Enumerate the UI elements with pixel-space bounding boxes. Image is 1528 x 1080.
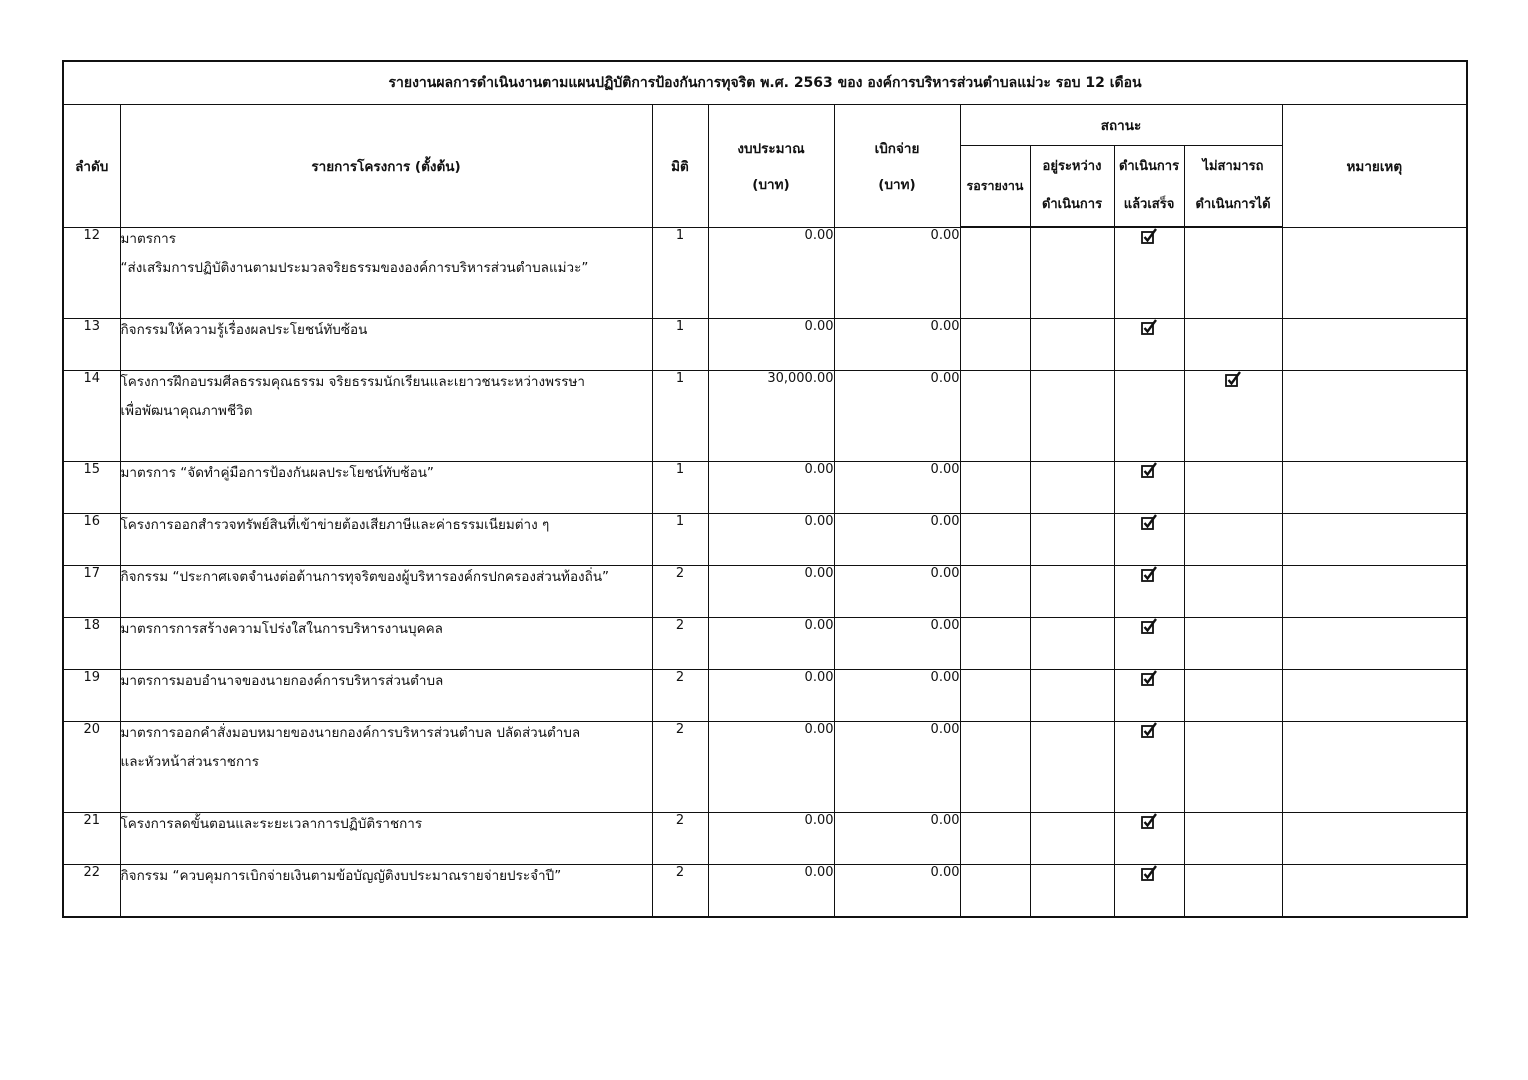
row-status-done bbox=[1114, 722, 1184, 813]
row-project-name bbox=[120, 722, 652, 813]
row-status-inprogress bbox=[1030, 813, 1114, 865]
row-number: 20 bbox=[63, 722, 120, 813]
header-project: รายการโครงการ (ตั้งต้น) bbox=[120, 105, 652, 228]
row-project-name bbox=[120, 462, 652, 514]
header-status-unable-line1: ไม่สามารถ bbox=[1202, 159, 1264, 174]
checkbox-checked-icon bbox=[1141, 722, 1157, 738]
row-status-inprogress bbox=[1030, 566, 1114, 618]
row-remark bbox=[1282, 722, 1467, 813]
row-remark bbox=[1282, 566, 1467, 618]
row-remark bbox=[1282, 865, 1467, 918]
row-budget: 0.00 bbox=[708, 865, 834, 918]
row-status-done bbox=[1114, 670, 1184, 722]
row-project-name bbox=[120, 813, 652, 865]
row-status-unable bbox=[1184, 514, 1282, 566]
row-status-pending bbox=[960, 319, 1030, 371]
row-budget: 0.00 bbox=[708, 227, 834, 319]
row-number: 19 bbox=[63, 670, 120, 722]
row-status-done bbox=[1114, 566, 1184, 618]
checkbox-checked-icon bbox=[1141, 618, 1157, 634]
header-status-inprogress-line2: ดำเนินการ bbox=[1041, 197, 1103, 212]
row-project-name-line1: โครงการออกสำรวจทรัพย์สินที่เข้าข่ายต้องเสียภาษีและค่าธรรมเนียมต่าง ๆ bbox=[120, 517, 550, 533]
checkbox-checked-icon bbox=[1225, 371, 1241, 387]
row-status-done bbox=[1114, 514, 1184, 566]
header-status-done bbox=[1114, 146, 1184, 228]
row-status-unable bbox=[1184, 813, 1282, 865]
row-status-inprogress bbox=[1030, 462, 1114, 514]
row-project-name-line2: เพื่อพัฒนาคุณภาพชีวิต bbox=[120, 403, 253, 419]
row-remark bbox=[1282, 462, 1467, 514]
row-dimension: 1 bbox=[652, 462, 708, 514]
checkbox-checked-icon bbox=[1141, 865, 1157, 881]
header-status-unable bbox=[1184, 146, 1282, 228]
row-remark bbox=[1282, 813, 1467, 865]
header-budget bbox=[708, 105, 834, 228]
row-remark bbox=[1282, 618, 1467, 670]
table-row bbox=[63, 319, 1467, 371]
row-remark bbox=[1282, 227, 1467, 319]
row-number: 17 bbox=[63, 566, 120, 618]
row-dimension: 2 bbox=[652, 865, 708, 918]
row-project-name bbox=[120, 566, 652, 618]
row-status-done bbox=[1114, 813, 1184, 865]
row-number: 22 bbox=[63, 865, 120, 918]
row-budget: 0.00 bbox=[708, 722, 834, 813]
row-project-name-line2: และหัวหน้าส่วนราชการ bbox=[120, 754, 259, 770]
row-status-unable bbox=[1184, 462, 1282, 514]
row-status-pending bbox=[960, 227, 1030, 319]
row-number: 18 bbox=[63, 618, 120, 670]
row-remark bbox=[1282, 514, 1467, 566]
row-status-inprogress bbox=[1030, 227, 1114, 319]
row-dimension: 2 bbox=[652, 813, 708, 865]
header-spent-line2: (บาท) bbox=[878, 176, 916, 193]
row-spent: 0.00 bbox=[834, 319, 960, 371]
row-status-pending bbox=[960, 566, 1030, 618]
row-project-name-line1: กิจกรรม “ประกาศเจตจำนงต่อต้านการทุจริตของผู้บริหารองค์กรปกครองส่วนท้องถิ่น” bbox=[120, 569, 610, 585]
row-status-inprogress bbox=[1030, 670, 1114, 722]
checkbox-checked-icon bbox=[1141, 514, 1157, 530]
row-status-unable bbox=[1184, 319, 1282, 371]
row-remark bbox=[1282, 670, 1467, 722]
row-status-done bbox=[1114, 462, 1184, 514]
row-project-name-line1: กิจกรรม “ควบคุมการเบิกจ่ายเงินตามข้อบัญญัติงบประมาณรายจ่ายประจำปี” bbox=[120, 868, 562, 884]
row-status-inprogress bbox=[1030, 319, 1114, 371]
row-status-pending bbox=[960, 371, 1030, 462]
row-status-done bbox=[1114, 618, 1184, 670]
header-remark: หมายเหตุ bbox=[1282, 105, 1467, 228]
header-status-inprogress-line1: อยู่ระหว่าง bbox=[1042, 159, 1102, 174]
row-dimension: 2 bbox=[652, 566, 708, 618]
row-dimension: 2 bbox=[652, 618, 708, 670]
row-budget: 0.00 bbox=[708, 813, 834, 865]
row-spent: 0.00 bbox=[834, 865, 960, 918]
table-row bbox=[63, 813, 1467, 865]
header-dimension: มิติ bbox=[652, 105, 708, 228]
header-budget-line2: (บาท) bbox=[752, 176, 790, 193]
row-remark bbox=[1282, 319, 1467, 371]
row-number: 15 bbox=[63, 462, 120, 514]
table-row bbox=[63, 462, 1467, 514]
row-budget: 0.00 bbox=[708, 618, 834, 670]
row-dimension: 1 bbox=[652, 319, 708, 371]
row-status-unable bbox=[1184, 371, 1282, 462]
table-row bbox=[63, 865, 1467, 918]
row-spent: 0.00 bbox=[834, 813, 960, 865]
row-status-pending bbox=[960, 722, 1030, 813]
row-status-done bbox=[1114, 371, 1184, 462]
row-budget: 0.00 bbox=[708, 462, 834, 514]
header-spent bbox=[834, 105, 960, 228]
table-row bbox=[63, 618, 1467, 670]
row-status-done bbox=[1114, 227, 1184, 319]
row-project-name bbox=[120, 670, 652, 722]
row-spent: 0.00 bbox=[834, 722, 960, 813]
row-status-unable bbox=[1184, 618, 1282, 670]
row-budget: 0.00 bbox=[708, 514, 834, 566]
row-spent: 0.00 bbox=[834, 618, 960, 670]
row-status-pending bbox=[960, 618, 1030, 670]
row-project-name-line1: มาตรการ “จัดทำคู่มือการป้องกันผลประโยชน์ทับซ้อน” bbox=[120, 465, 434, 481]
row-number: 12 bbox=[63, 227, 120, 319]
row-spent: 0.00 bbox=[834, 462, 960, 514]
checkbox-checked-icon bbox=[1141, 319, 1157, 335]
checkbox-checked-icon bbox=[1141, 228, 1157, 244]
row-status-pending bbox=[960, 813, 1030, 865]
checkbox-checked-icon bbox=[1141, 462, 1157, 478]
row-spent: 0.00 bbox=[834, 227, 960, 319]
checkbox-checked-icon bbox=[1141, 670, 1157, 686]
row-status-unable bbox=[1184, 722, 1282, 813]
header-status-inprogress bbox=[1030, 146, 1114, 228]
header-budget-line1: งบประมาณ bbox=[737, 140, 805, 157]
row-dimension: 2 bbox=[652, 722, 708, 813]
row-budget: 0.00 bbox=[708, 319, 834, 371]
row-status-inprogress bbox=[1030, 618, 1114, 670]
row-status-pending bbox=[960, 514, 1030, 566]
row-project-name-line1: มาตรการ bbox=[120, 230, 177, 247]
row-number: 13 bbox=[63, 319, 120, 371]
row-project-name-line1: โครงการฝึกอบรมศีลธรรมคุณธรรม จริยธรรมนักเรียนและเยาวชนระหว่างพรรษา bbox=[120, 374, 585, 390]
table-row bbox=[63, 566, 1467, 618]
table-row bbox=[63, 722, 1467, 813]
report-title: รายงานผลการดำเนินงานตามแผนปฏิบัติการป้องกันการทุจริต พ.ศ. 2563 ของ องค์การบริหารส่วนตำบลแม่วะ รอบ 12 เดือน bbox=[63, 61, 1467, 105]
row-status-inprogress bbox=[1030, 722, 1114, 813]
row-project-name-line2: “ส่งเสริมการปฏิบัติงานตามประมวลจริยธรรมขององค์การบริหารส่วนตำบลแม่วะ” bbox=[120, 259, 589, 276]
row-number: 16 bbox=[63, 514, 120, 566]
table-row bbox=[63, 371, 1467, 462]
row-status-unable bbox=[1184, 566, 1282, 618]
row-status-inprogress bbox=[1030, 371, 1114, 462]
row-dimension: 1 bbox=[652, 227, 708, 319]
checkbox-checked-icon bbox=[1141, 813, 1157, 829]
row-status-done bbox=[1114, 865, 1184, 918]
row-project-name-line1: มาตรการการสร้างความโปร่งใสในการบริหารงานบุคคล bbox=[120, 621, 443, 637]
header-order: ลำดับ bbox=[63, 105, 120, 228]
row-budget: 30,000.00 bbox=[708, 371, 834, 462]
row-status-pending bbox=[960, 865, 1030, 918]
row-dimension: 2 bbox=[652, 670, 708, 722]
row-budget: 0.00 bbox=[708, 566, 834, 618]
header-status-pending: รอรายงาน bbox=[960, 146, 1030, 228]
table-row bbox=[63, 227, 1467, 319]
checkbox-checked-icon bbox=[1141, 566, 1157, 582]
row-status-pending bbox=[960, 462, 1030, 514]
row-status-unable bbox=[1184, 227, 1282, 319]
row-status-unable bbox=[1184, 865, 1282, 918]
row-number: 21 bbox=[63, 813, 120, 865]
row-project-name-line1: มาตรการออกคำสั่งมอบหมายของนายกองค์การบริหารส่วนตำบล ปลัดส่วนตำบล bbox=[120, 725, 581, 741]
header-spent-line1: เบิกจ่าย bbox=[874, 140, 920, 157]
table-row bbox=[63, 670, 1467, 722]
row-status-unable bbox=[1184, 670, 1282, 722]
row-project-name-line1: โครงการลดขั้นตอนและระยะเวลาการปฏิบัติราชการ bbox=[120, 816, 423, 832]
row-spent: 0.00 bbox=[834, 514, 960, 566]
row-dimension: 1 bbox=[652, 371, 708, 462]
row-project-name-line1: มาตรการมอบอำนาจของนายกองค์การบริหารส่วนตำบล bbox=[120, 673, 444, 689]
row-budget: 0.00 bbox=[708, 670, 834, 722]
row-project-name bbox=[120, 371, 652, 462]
row-project-name bbox=[120, 227, 652, 319]
row-project-name bbox=[120, 618, 652, 670]
header-status-done-line1: ดำเนินการ bbox=[1118, 159, 1180, 174]
row-spent: 0.00 bbox=[834, 371, 960, 462]
row-spent: 0.00 bbox=[834, 566, 960, 618]
row-remark bbox=[1282, 371, 1467, 462]
row-spent: 0.00 bbox=[834, 670, 960, 722]
header-status-unable-line2: ดำเนินการได้ bbox=[1195, 197, 1271, 212]
table-row bbox=[63, 514, 1467, 566]
row-status-inprogress bbox=[1030, 514, 1114, 566]
row-project-name-line1: กิจกรรมให้ความรู้เรื่องผลประโยชน์ทับซ้อน bbox=[120, 322, 368, 338]
row-status-pending bbox=[960, 670, 1030, 722]
row-project-name bbox=[120, 319, 652, 371]
header-status: สถานะ bbox=[960, 105, 1282, 146]
row-project-name bbox=[120, 865, 652, 918]
row-number: 14 bbox=[63, 371, 120, 462]
row-status-inprogress bbox=[1030, 865, 1114, 918]
row-status-done bbox=[1114, 319, 1184, 371]
row-dimension: 1 bbox=[652, 514, 708, 566]
row-project-name bbox=[120, 514, 652, 566]
report-table bbox=[62, 60, 1468, 918]
header-status-done-line2: แล้วเสร็จ bbox=[1123, 197, 1175, 212]
